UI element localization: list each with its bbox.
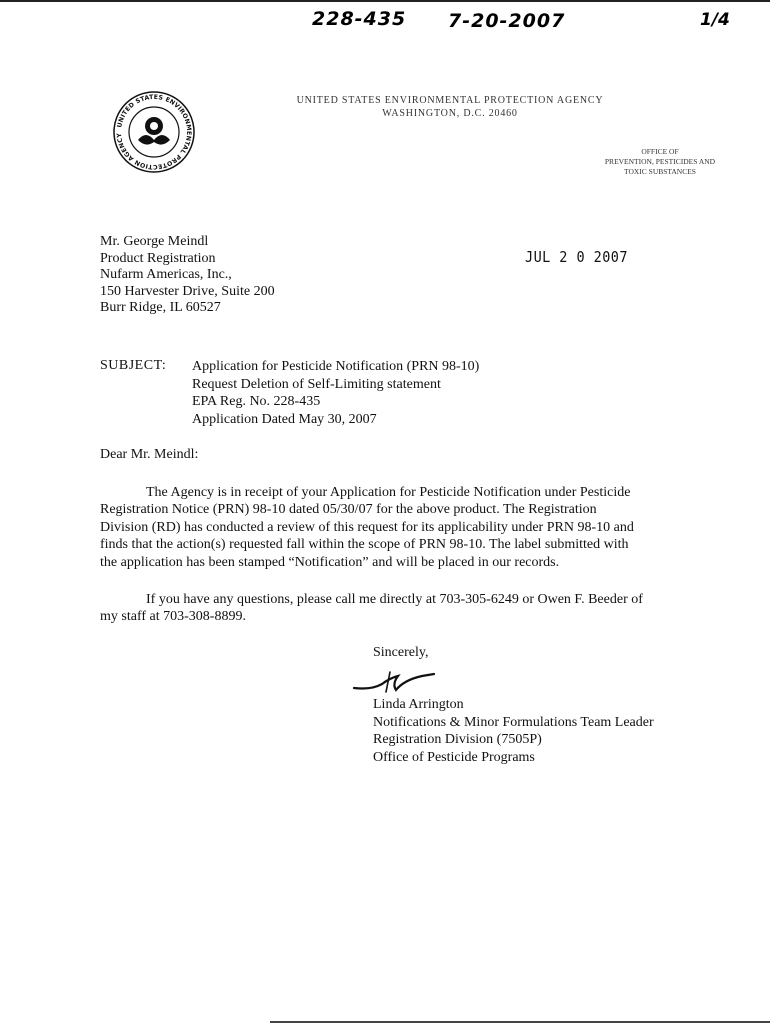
office-line: OFFICE OF xyxy=(641,147,679,156)
subject-lines xyxy=(192,358,479,428)
closing: Sincerely, xyxy=(373,645,429,660)
signer-office: Office of Pesticide Programs xyxy=(373,749,535,765)
paragraph-line: finds that the action(s) requested fall within the scope of PRN 98-10. The label submitted with xyxy=(100,537,629,553)
signature-block xyxy=(373,696,654,766)
recipient-title: Product Registration xyxy=(100,250,216,266)
agency-location: WASHINGTON, D.C. 20460 xyxy=(382,108,518,119)
epa-seal-icon xyxy=(112,90,196,174)
paragraph-line: my staff at 703-308-8899. xyxy=(100,609,246,625)
recipient-street: 150 Harvester Drive, Suite 200 xyxy=(100,283,275,299)
subject-line: Request Deletion of Self-Limiting statement xyxy=(192,376,441,392)
handwritten-signature xyxy=(352,668,452,696)
subject-label: SUBJECT: xyxy=(100,358,167,373)
subject-line: Application Dated May 30, 2007 xyxy=(192,411,377,427)
office-line: PREVENTION, PESTICIDES AND xyxy=(604,157,716,166)
handwritten-reg-number: 228-435 xyxy=(312,8,407,30)
signer-title: Notifications & Minor Formulations Team Leader xyxy=(373,714,654,730)
office-line: TOXIC SUBSTANCES xyxy=(624,167,696,176)
signer-division: Registration Division (7505P) xyxy=(373,732,542,747)
recipient-address xyxy=(100,234,275,317)
agency-name: UNITED STATES ENVIRONMENTAL PROTECTION AGENCY xyxy=(296,95,604,106)
recipient-city: Burr Ridge, IL 60527 xyxy=(100,300,221,315)
paragraph-line: The Agency is in receipt of your Application for Pesticide Notification under Pesticide xyxy=(146,485,631,500)
subject-line: EPA Reg. No. 228-435 xyxy=(192,394,321,409)
handwritten-date: 7-20-2007 xyxy=(448,10,566,32)
recipient-name: Mr. George Meindl xyxy=(100,234,209,249)
body-paragraph-2 xyxy=(100,591,700,626)
paragraph-line: the application has been stamped “Notification” and will be placed in our records. xyxy=(100,554,560,570)
seal-ring-text: UNITED STATES ENVIRONMENTAL PROTECTION AGENCY xyxy=(115,93,193,171)
subject-line: Application for Pesticide Notification (PRN 98-10) xyxy=(192,359,480,374)
page-bottom-edge xyxy=(270,1021,770,1023)
paragraph-line: Division (RD) has conducted a review of this request for its applicability under PRN 98-10 and xyxy=(100,519,634,535)
salutation: Dear Mr. Meindl: xyxy=(100,447,199,462)
agency-header xyxy=(250,94,650,120)
recipient-company: Nufarm Americas, Inc., xyxy=(100,267,232,282)
handwritten-page-count: 1/4 xyxy=(700,10,730,30)
signer-name: Linda Arrington xyxy=(373,697,464,712)
paragraph-line: If you have any questions, please call me directly at 703-305-6249 or Owen F. Beeder of xyxy=(146,592,643,607)
office-header xyxy=(560,147,760,177)
page-top-edge xyxy=(0,0,770,2)
paragraph-line: Registration Notice (PRN) 98-10 dated 05/30/07 for the above product. The Registration xyxy=(100,502,597,518)
date-stamp: JUL 2 0 2007 xyxy=(525,248,628,266)
body-paragraph-1 xyxy=(100,484,690,571)
